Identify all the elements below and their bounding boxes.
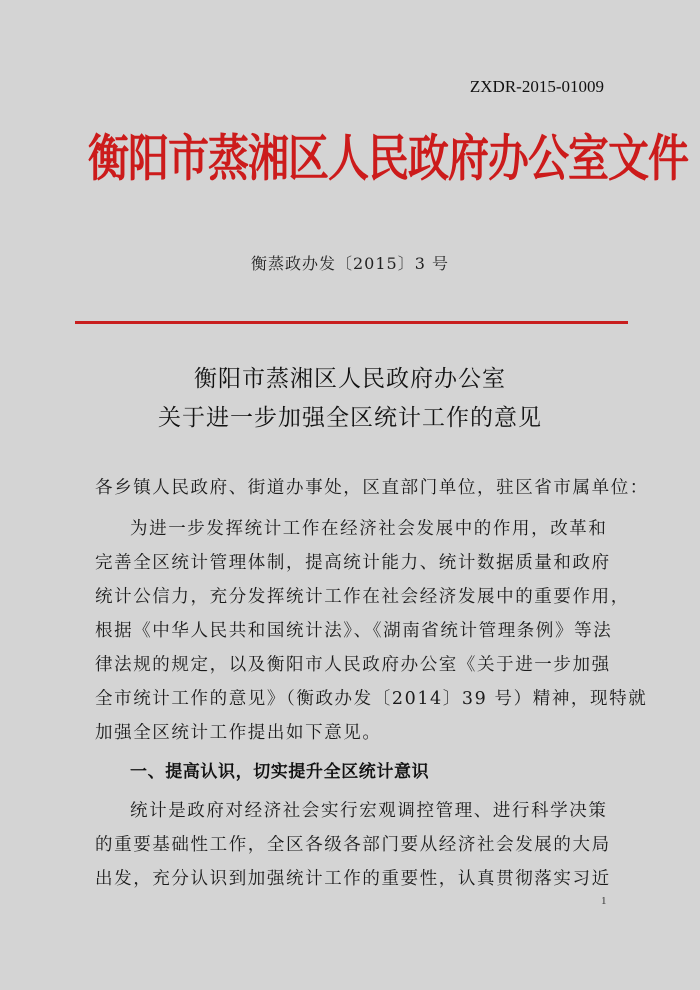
paragraph-line: 律法规的规定，以及衡阳市人民政府办公室《关于进一步加强 xyxy=(95,655,611,675)
paragraph-line: 加强全区统计工作提出如下意见。 xyxy=(95,723,382,743)
paragraph-line: 全市统计工作的意见》（衡政办发〔2014〕39 号）精神，现特就 xyxy=(95,689,648,709)
paragraph-line: 出发，充分认识到加强统计工作的重要性，认真贯彻落实习近 xyxy=(95,869,611,889)
paragraph-line: 统计公信力，充分发挥统计工作在社会经济发展中的重要作用， xyxy=(95,587,630,607)
paragraph-line: 的重要基础性工作，全区各级各部门要从经济社会发展的大局 xyxy=(95,835,611,855)
document-title-line-2: 关于进一步加强全区统计工作的意见 xyxy=(158,405,542,431)
document-code: ZXDR-2015-01009 xyxy=(469,77,604,96)
section-heading: 一、提高认识，切实提升全区统计意识 xyxy=(130,762,430,782)
document-title-line-1: 衡阳市蒸湘区人民政府办公室 xyxy=(194,366,506,392)
page-number: 1 xyxy=(601,895,607,907)
issue-number: 衡蒸政办发〔2015〕3 号 xyxy=(251,254,449,273)
paragraph-line: 完善全区统计管理体制，提高统计能力、统计数据质量和政府 xyxy=(95,553,611,573)
red-header-title: 衡阳市蒸湘区人民政府办公室文件 xyxy=(88,128,688,188)
salutation: 各乡镇人民政府、街道办事处，区直部门单位，驻区省市属单位： xyxy=(95,478,649,498)
paragraph-line: 为进一步发挥统计工作在经济社会发展中的作用，改革和 xyxy=(130,519,608,539)
paragraph-line: 根据《中华人民共和国统计法》、《湖南省统计管理条例》等法 xyxy=(95,621,613,641)
red-divider-rule xyxy=(75,321,628,324)
paragraph-line: 统计是政府对经济社会实行宏观调控管理、进行科学决策 xyxy=(130,801,608,821)
